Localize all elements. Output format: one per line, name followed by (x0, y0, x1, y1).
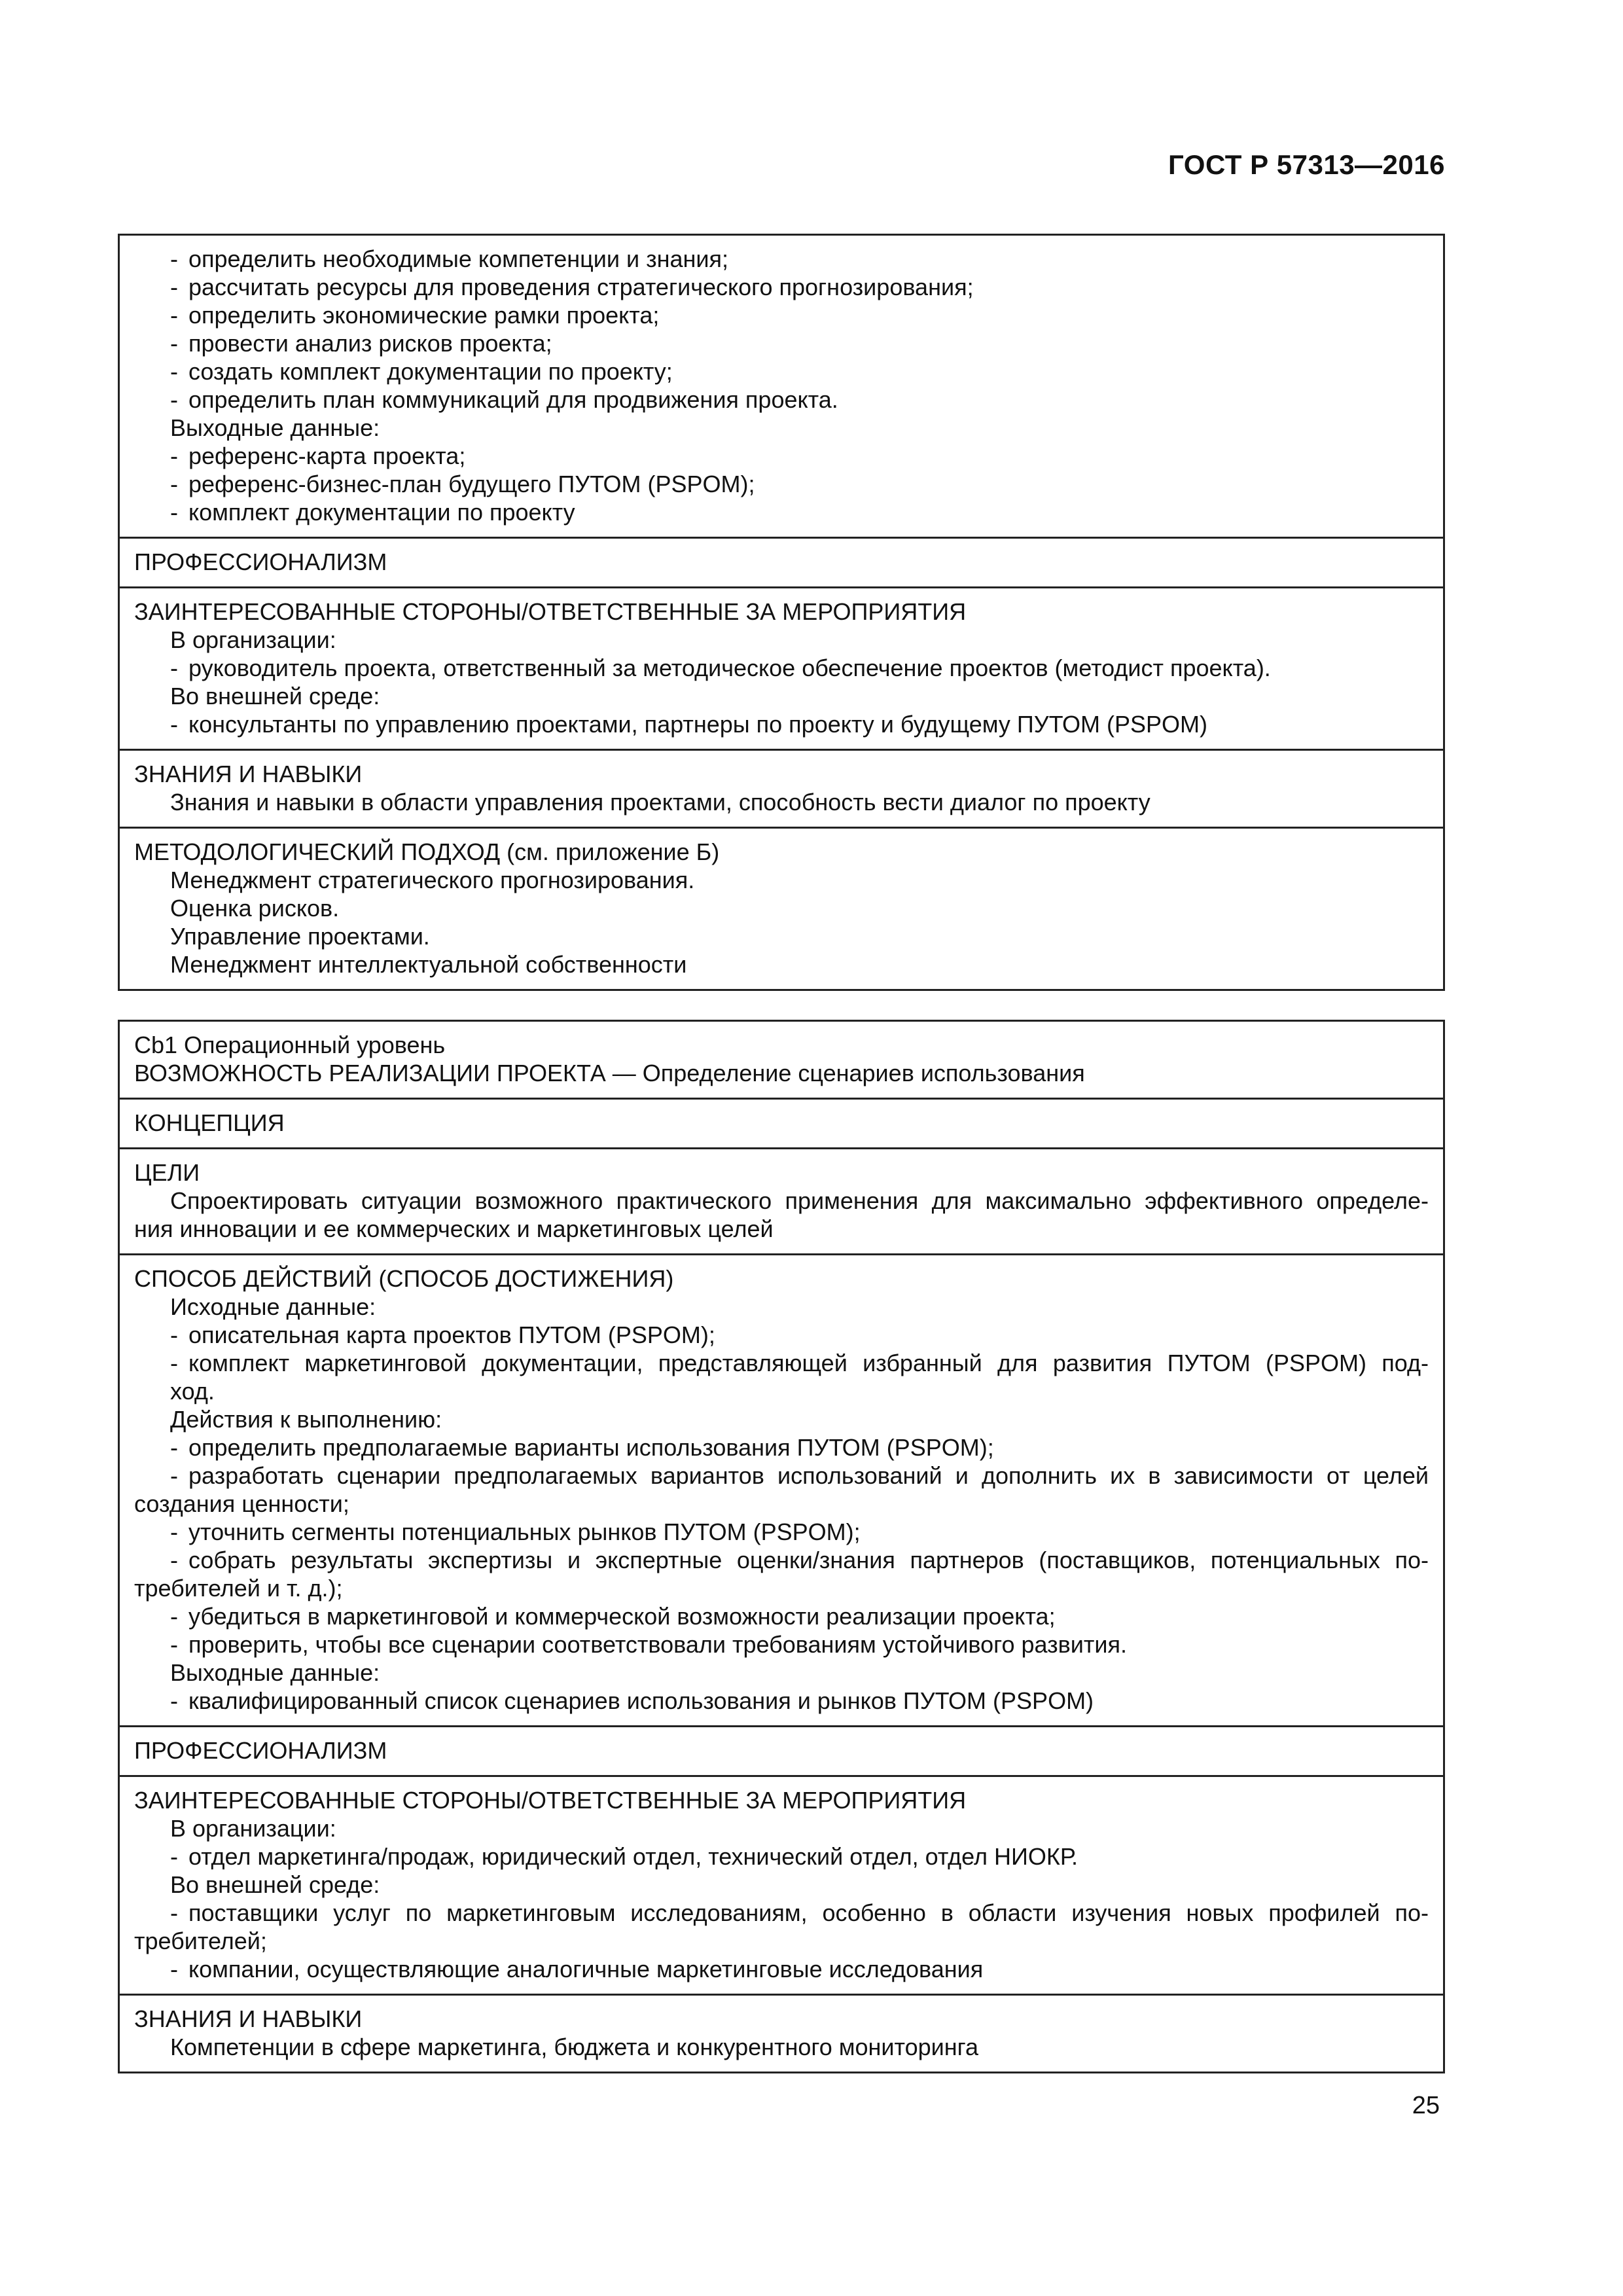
section-title: ЗНАНИЯ И НАВЫКИ (134, 761, 363, 787)
output-label: Выходные данные: (170, 1659, 380, 1686)
page-number: 25 (1412, 2092, 1440, 2119)
list-item: - провести анализ рисков проекта; (134, 329, 1429, 357)
list-item: - разработать сценарии предполагаемых вариантов использований и дополнить их в зависимости от целей (134, 1462, 1429, 1490)
org-label: В организации: (170, 626, 336, 653)
list-item: - референс-карта проекта; (134, 442, 1429, 470)
table-cb1-section (118, 1020, 1445, 2073)
list-item: - убедиться в маркетинговой и коммерческой возможности реализации проекта; (134, 1602, 1429, 1630)
list-item: - создать комплект документации по проекту; (134, 357, 1429, 386)
professionalism-cell (120, 1725, 1443, 1775)
table-strategic-section (118, 234, 1445, 991)
list-item: - отдел маркетинга/продаж, юридический отдел, технический отдел, отдел НИОКР. (134, 1842, 1429, 1871)
goals-text-line: ния инновации и ее коммерческих и маркетинговых целей (134, 1215, 774, 1242)
list-item: - определить план коммуникаций для продвижения проекта. (134, 386, 1429, 414)
org-label: В организации: (170, 1815, 336, 1842)
input-label: Исходные данные: (170, 1293, 376, 1320)
method-cell (120, 827, 1443, 989)
list-item: - собрать результаты экспертизы и экспертные оценки/знания партнеров (поставщиков, потенциальных по- (134, 1546, 1429, 1574)
level-label: Cb1 Операционный уровень (134, 1031, 446, 1058)
list-item: - определить необходимые компетенции и знания; (134, 245, 1429, 273)
section-heading: ВОЗМОЖНОСТЬ РЕАЛИЗАЦИИ ПРОЕКТА — Определение сценариев использования (134, 1060, 1085, 1086)
ext-label: Во внешней среде: (170, 1871, 380, 1898)
ext-label: Во внешней среде: (170, 683, 380, 709)
list-item-continuation: требителей; (134, 1928, 267, 1954)
section-title: ПРОФЕССИОНАЛИЗМ (134, 548, 387, 575)
list-item-continuation: ход. (170, 1378, 215, 1405)
list-item: - компании, осуществляющие аналогичные маркетинговые исследования (134, 1955, 1429, 1983)
method-cell (120, 1253, 1443, 1725)
concept-cell (120, 1098, 1443, 1147)
section-title: СПОСОБ ДЕЙСТВИЙ (СПОСОБ ДОСТИЖЕНИЯ) (134, 1265, 674, 1292)
list-item: - описательная карта проектов ПУТОМ (PSPOM); (134, 1321, 1429, 1349)
actions-cell (120, 236, 1443, 537)
standard-number: ГОСТ Р 57313—2016 (1168, 149, 1445, 180)
goals-text-line: Спроектировать ситуации возможного практического применения для максимально эффективного определе- (170, 1187, 1429, 1214)
section-title: ЗАИНТЕРЕСОВАННЫЕ СТОРОНЫ/ОТВЕТСТВЕННЫЕ ЗА МЕРОПРИЯТИЯ (134, 598, 967, 625)
list-item: - референс-бизнес-план будущего ПУТОМ (PSPOM); (134, 470, 1429, 498)
list-item: Управление проектами. (170, 923, 430, 950)
list-item: - комплект документации по проекту (134, 498, 1429, 526)
stakeholders-cell (120, 586, 1443, 749)
skills-cell (120, 1994, 1443, 2072)
list-item: Менеджмент стратегического прогнозирования. (170, 867, 695, 893)
list-item: - определить экономические рамки проекта; (134, 301, 1429, 329)
list-item: - консультанты по управлению проектами, партнеры по проекту и будущему ПУТОМ (PSPOM) (134, 710, 1429, 738)
section-title: ЦЕЛИ (134, 1159, 200, 1186)
list-item: - рассчитать ресурсы для проведения стратегического прогнозирования; (134, 273, 1429, 301)
professionalism-cell (120, 537, 1443, 586)
section-title: ПРОФЕССИОНАЛИЗМ (134, 1737, 387, 1764)
heading-cell (120, 1022, 1443, 1098)
section-title: ЗНАНИЯ И НАВЫКИ (134, 2005, 363, 2032)
list-item: - комплект маркетинговой документации, представляющей избранный для развития ПУТОМ (PSPOM) под- (134, 1349, 1429, 1377)
section-text: Знания и навыки в области управления проектами, способность вести диалог по проекту (170, 789, 1150, 816)
list-item-continuation: создания ценности; (134, 1490, 349, 1517)
stakeholders-cell (120, 1775, 1443, 1994)
list-item: - уточнить сегменты потенциальных рынков ПУТОМ (PSPOM); (134, 1518, 1429, 1546)
list-item: - руководитель проекта, ответственный за методическое обеспечение проектов (методист проекта). (134, 654, 1429, 682)
goals-cell (120, 1147, 1443, 1253)
section-title: ЗАИНТЕРЕСОВАННЫЕ СТОРОНЫ/ОТВЕТСТВЕННЫЕ ЗА МЕРОПРИЯТИЯ (134, 1787, 967, 1814)
list-item: - поставщики услуг по маркетинговым исследованиям, особенно в области изучения новых профилей по- (134, 1899, 1429, 1927)
list-item: - проверить, чтобы все сценарии соответствовали требованиям устойчивого развития. (134, 1630, 1429, 1659)
list-item: - квалифицированный список сценариев использования и рынков ПУТОМ (PSPOM) (134, 1687, 1429, 1715)
skills-cell (120, 749, 1443, 827)
actions-label: Действия к выполнению: (170, 1406, 442, 1433)
list-item-continuation: требителей и т. д.); (134, 1575, 343, 1602)
list-item: - определить предполагаемые варианты использования ПУТОМ (PSPOM); (134, 1433, 1429, 1462)
output-label: Выходные данные: (170, 414, 380, 441)
section-title: МЕТОДОЛОГИЧЕСКИЙ ПОДХОД (см. приложение Б) (134, 838, 720, 865)
list-item: Оценка рисков. (170, 895, 340, 922)
section-title: КОНЦЕПЦИЯ (134, 1109, 285, 1136)
section-text: Компетенции в сфере маркетинга, бюджета и конкурентного мониторинга (170, 2034, 979, 2060)
list-item: Менеджмент интеллектуальной собственности (170, 951, 687, 978)
